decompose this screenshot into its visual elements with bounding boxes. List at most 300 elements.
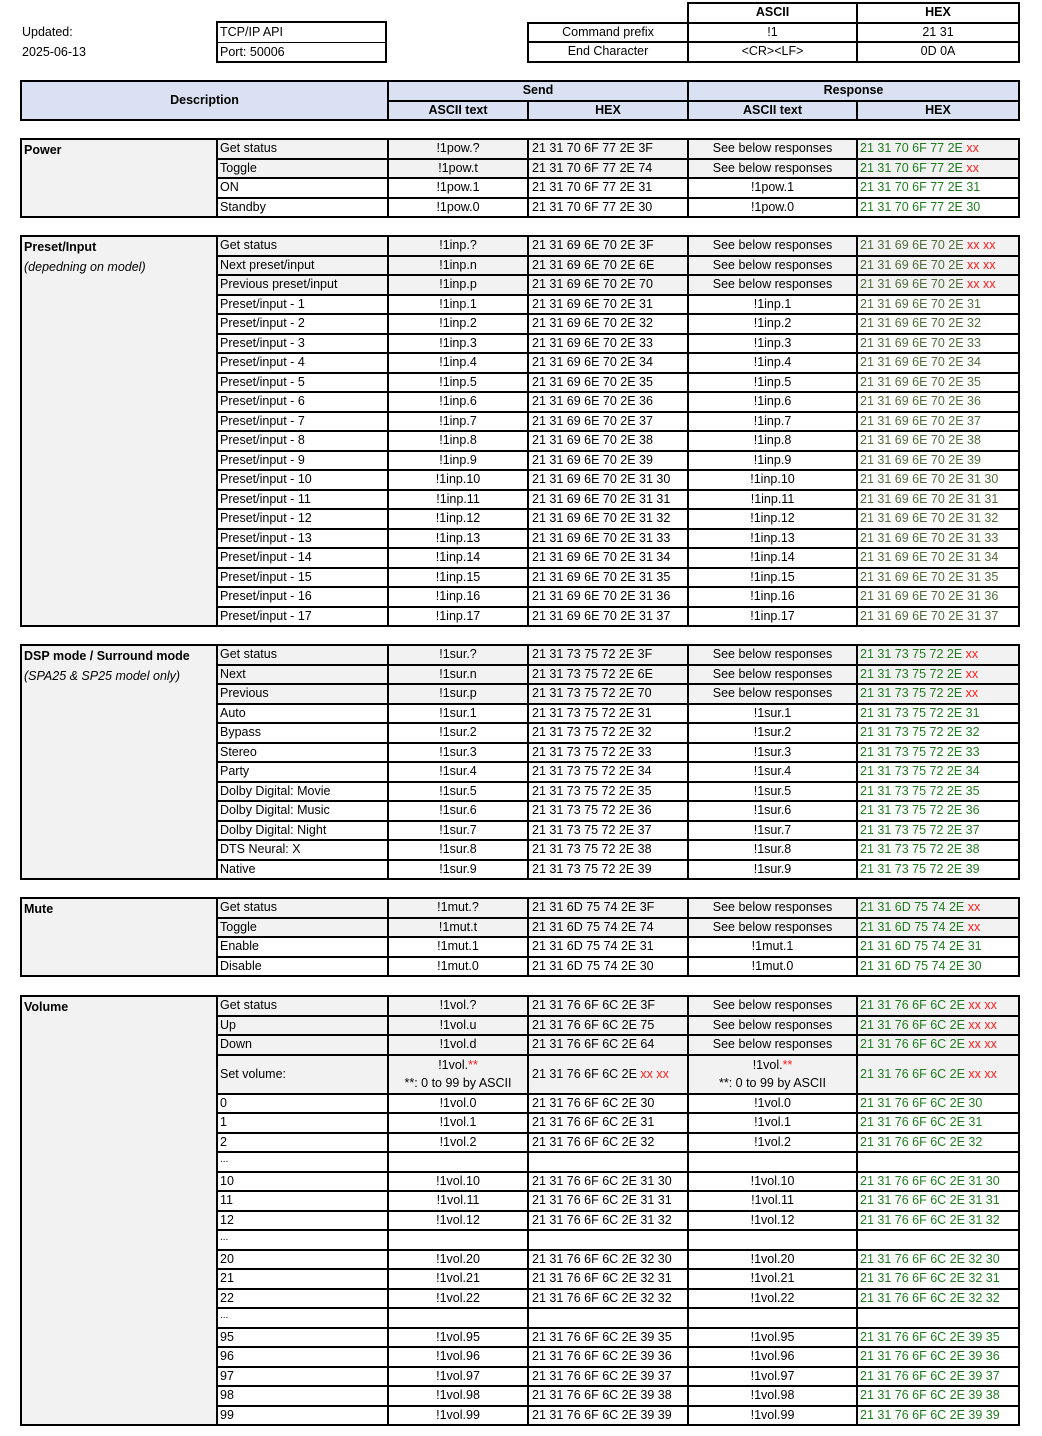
send-ascii: !1vol.22: [388, 1289, 528, 1309]
response-hex: [857, 996, 1019, 1016]
response-hex: 21 31 76 6F 6C 2E 32 32: [857, 1289, 1019, 1309]
response-ascii: !1inp.13: [688, 529, 857, 549]
send-ascii: !1sur.6: [388, 801, 528, 821]
response-hex: 21 31 69 6E 70 2E 31 30: [857, 470, 1019, 490]
send-hex: [528, 1230, 688, 1250]
header-resp-hex: HEX: [857, 101, 1019, 121]
response-ascii: See below responses: [688, 256, 857, 276]
response-ascii: !1vol.0: [688, 1094, 857, 1114]
response-ascii: !1vol.1: [688, 1113, 857, 1133]
send-hex: 21 31 73 75 72 2E 70: [528, 684, 688, 704]
send-hex: 21 31 73 75 72 2E 36: [528, 801, 688, 821]
resp-hex-var: xx xx: [967, 238, 996, 253]
prefix-table: [527, 2, 1020, 63]
command-description: 98: [217, 1386, 388, 1406]
send-ascii: !1inp.2: [388, 314, 528, 334]
send-hex: 21 31 76 6F 6C 2E 39 39: [528, 1406, 688, 1426]
response-ascii: !1vol.95: [688, 1328, 857, 1348]
response-ascii: !1mut.0: [688, 957, 857, 977]
response-ascii: See below responses: [688, 665, 857, 685]
table-row: [21, 236, 1019, 256]
send-hex: 21 31 6D 75 74 2E 31: [528, 937, 688, 957]
send-hex: 21 31 70 6F 77 2E 3F: [528, 139, 688, 159]
send-ascii: !1inp.3: [388, 334, 528, 354]
response-ascii: !1inp.6: [688, 392, 857, 412]
response-ascii: See below responses: [688, 1016, 857, 1036]
command-description: Preset/input - 10: [217, 470, 388, 490]
send-hex: 21 31 76 6F 6C 2E 31 32: [528, 1211, 688, 1231]
response-ascii: !1sur.3: [688, 743, 857, 763]
response-ascii: !1vol.12: [688, 1211, 857, 1231]
response-hex: 21 31 69 6E 70 2E 31 35: [857, 568, 1019, 588]
response-hex: 21 31 76 6F 6C 2E 31: [857, 1113, 1019, 1133]
response-hex: 21 31 69 6E 70 2E 35: [857, 373, 1019, 393]
response-hex: [857, 275, 1019, 295]
command-description: Auto: [217, 704, 388, 724]
response-hex: [857, 1035, 1019, 1055]
send-hex: 21 31 69 6E 70 2E 70: [528, 275, 688, 295]
response-hex: 21 31 69 6E 70 2E 38: [857, 431, 1019, 451]
response-ascii: !1inp.3: [688, 334, 857, 354]
send-hex: 21 31 76 6F 6C 2E 75: [528, 1016, 688, 1036]
send-ascii: !1sur.2: [388, 723, 528, 743]
send-ascii: !1vol.2: [388, 1133, 528, 1153]
resp-hex-var: xx: [965, 666, 979, 681]
api-type: TCP/IP API: [220, 25, 283, 39]
response-ascii: !1inp.7: [688, 412, 857, 432]
command-description: Preset/input - 3: [217, 334, 388, 354]
send-hex: 21 31 69 6E 70 2E 38: [528, 431, 688, 451]
send-hex: 21 31 76 6F 6C 2E 39 38: [528, 1386, 688, 1406]
resp-hex-var: xx xx: [968, 1067, 997, 1081]
resp-hex-text: 21 31 73 75 72 2E: [860, 686, 963, 701]
response-hex: [857, 1308, 1019, 1328]
send-ascii: !1inp.6: [388, 392, 528, 412]
resp-hex-var: xx xx: [968, 1037, 997, 1052]
command-description: [217, 1230, 388, 1250]
response-hex: [857, 1016, 1019, 1036]
resp-hex-var: xx xx: [968, 998, 997, 1013]
send-hex: 21 31 76 6F 6C 2E 32 30: [528, 1250, 688, 1270]
table-row: [21, 996, 1019, 1016]
response-hex: 21 31 73 75 72 2E 32: [857, 723, 1019, 743]
response-hex: 21 31 73 75 72 2E 34: [857, 762, 1019, 782]
response-hex: 21 31 73 75 72 2E 33: [857, 743, 1019, 763]
response-ascii: !1inp.1: [688, 295, 857, 315]
resp-hex-text: 21 31 73 75 72 2E: [860, 666, 963, 681]
command-description: Preset/input - 13: [217, 529, 388, 549]
command-description: Previous: [217, 684, 388, 704]
command-description: Stereo: [217, 743, 388, 763]
response-ascii: !1mut.1: [688, 937, 857, 957]
send-hex: 21 31 6D 75 74 2E 74: [528, 918, 688, 938]
response-ascii: !1inp.12: [688, 509, 857, 529]
send-ascii: !1inp.1: [388, 295, 528, 315]
header-send-ascii: ASCII text: [388, 101, 528, 121]
response-hex: 21 31 69 6E 70 2E 31 37: [857, 607, 1019, 627]
response-ascii: !1inp.10: [688, 470, 857, 490]
send-hex: 21 31 76 6F 6C 2E 39 35: [528, 1328, 688, 1348]
command-description: Previous preset/input: [217, 275, 388, 295]
response-ascii: [688, 1230, 857, 1250]
response-ascii: !1sur.9: [688, 860, 857, 880]
response-ascii: !1sur.4: [688, 762, 857, 782]
command-description: Preset/input - 9: [217, 451, 388, 471]
send-ascii: [388, 1230, 528, 1250]
command-description: 22: [217, 1289, 388, 1309]
send-hex: 21 31 69 6E 70 2E 36: [528, 392, 688, 412]
send-hex: 21 31 69 6E 70 2E 31 33: [528, 529, 688, 549]
response-ascii: !1inp.11: [688, 490, 857, 510]
send-hex: 21 31 70 6F 77 2E 30: [528, 198, 688, 218]
send-ascii: !1inp.n: [388, 256, 528, 276]
response-ascii: !1inp.17: [688, 607, 857, 627]
response-hex: [857, 236, 1019, 256]
response-ascii: See below responses: [688, 139, 857, 159]
response-hex: 21 31 73 75 72 2E 36: [857, 801, 1019, 821]
response-ascii: !1pow.1: [688, 178, 857, 198]
group-name: DSP mode / Surround mode: [24, 649, 190, 663]
response-ascii: See below responses: [688, 918, 857, 938]
send-ascii: !1sur.n: [388, 665, 528, 685]
send-ascii: !1sur.8: [388, 840, 528, 860]
response-hex: 21 31 6D 75 74 2E 31: [857, 937, 1019, 957]
send-ascii-var: **: [468, 1058, 478, 1072]
response-hex: [857, 159, 1019, 179]
send-ascii: !1sur.5: [388, 782, 528, 802]
send-ascii: !1vol.d: [388, 1035, 528, 1055]
response-hex: 21 31 76 6F 6C 2E 31 32: [857, 1211, 1019, 1231]
resp-hex-text: 21 31 73 75 72 2E: [860, 647, 963, 662]
header-send-hex: HEX: [528, 101, 688, 121]
resp-ascii-text: !1vol.: [752, 1058, 783, 1072]
response-ascii: !1vol.21: [688, 1269, 857, 1289]
group-name: Preset/Input: [24, 240, 97, 254]
send-ascii: !1inp.14: [388, 548, 528, 568]
response-hex: [857, 684, 1019, 704]
command-description: Party: [217, 762, 388, 782]
response-hex: 21 31 69 6E 70 2E 31: [857, 295, 1019, 315]
resp-hex-text: 21 31 6D 75 74 2E: [860, 919, 965, 934]
send-ascii: [388, 1055, 528, 1094]
resp-hex-text: 21 31 69 6E 70 2E: [860, 277, 964, 292]
send-ascii: !1vol.1: [388, 1113, 528, 1133]
response-ascii: !1vol.10: [688, 1172, 857, 1192]
command-description: Standby: [217, 198, 388, 218]
ellipsis: ...: [220, 1310, 229, 1322]
prefix-label: End Character: [528, 42, 688, 62]
command-description: 0: [217, 1094, 388, 1114]
send-hex: 21 31 73 75 72 2E 34: [528, 762, 688, 782]
resp-hex-text: 21 31 70 6F 77 2E: [860, 141, 963, 156]
response-hex: 21 31 73 75 72 2E 31: [857, 704, 1019, 724]
response-ascii: !1sur.1: [688, 704, 857, 724]
section-preset-input: [20, 235, 1020, 627]
response-hex: 21 31 76 6F 6C 2E 32 30: [857, 1250, 1019, 1270]
resp-ascii-note: **: 0 to 99 by ASCII: [718, 1076, 826, 1090]
group-name: Volume: [24, 1000, 69, 1014]
response-ascii: !1vol.22: [688, 1289, 857, 1309]
response-hex: [857, 1055, 1019, 1094]
command-description: Up: [217, 1016, 388, 1036]
response-hex: 21 31 73 75 72 2E 38: [857, 840, 1019, 860]
send-hex: 21 31 69 6E 70 2E 31 36: [528, 587, 688, 607]
send-hex: [528, 1308, 688, 1328]
send-hex: 21 31 69 6E 70 2E 31 34: [528, 548, 688, 568]
response-hex: 21 31 69 6E 70 2E 31 32: [857, 509, 1019, 529]
table-row: [21, 645, 1019, 665]
send-ascii-note: **: 0 to 99 by ASCII: [404, 1076, 512, 1090]
send-ascii: !1mut.?: [388, 898, 528, 918]
send-hex: 21 31 6D 75 74 2E 3F: [528, 898, 688, 918]
response-hex: 21 31 69 6E 70 2E 39: [857, 451, 1019, 471]
response-ascii: !1pow.0: [688, 198, 857, 218]
command-description: Enable: [217, 937, 388, 957]
section-volume: [20, 995, 1020, 1426]
send-hex: 21 31 69 6E 70 2E 33: [528, 334, 688, 354]
send-ascii: !1inp.15: [388, 568, 528, 588]
response-hex: 21 31 76 6F 6C 2E 39 38: [857, 1386, 1019, 1406]
command-description: Native: [217, 860, 388, 880]
send-ascii: !1inp.5: [388, 373, 528, 393]
send-ascii: !1vol.96: [388, 1347, 528, 1367]
send-hex: 21 31 69 6E 70 2E 31 30: [528, 470, 688, 490]
send-hex: 21 31 69 6E 70 2E 31: [528, 295, 688, 315]
send-hex: 21 31 76 6F 6C 2E 32 32: [528, 1289, 688, 1309]
send-hex: 21 31 69 6E 70 2E 31 37: [528, 607, 688, 627]
send-hex: 21 31 76 6F 6C 2E 39 36: [528, 1347, 688, 1367]
send-hex: [528, 1152, 688, 1172]
command-description: 99: [217, 1406, 388, 1426]
response-hex: 21 31 73 75 72 2E 37: [857, 821, 1019, 841]
command-description: Preset/input - 8: [217, 431, 388, 451]
response-hex: 21 31 76 6F 6C 2E 31 31: [857, 1191, 1019, 1211]
command-description: Down: [217, 1035, 388, 1055]
send-hex: 21 31 73 75 72 2E 3F: [528, 645, 688, 665]
response-ascii: See below responses: [688, 645, 857, 665]
send-ascii: !1pow.1: [388, 178, 528, 198]
send-ascii: !1sur.9: [388, 860, 528, 880]
command-description: [217, 1152, 388, 1172]
response-ascii: !1vol.96: [688, 1347, 857, 1367]
response-hex: 21 31 76 6F 6C 2E 39 39: [857, 1406, 1019, 1426]
send-ascii: !1sur.4: [388, 762, 528, 782]
response-ascii: See below responses: [688, 684, 857, 704]
send-hex: 21 31 69 6E 70 2E 39: [528, 451, 688, 471]
response-hex: 21 31 76 6F 6C 2E 39 37: [857, 1367, 1019, 1387]
api-info-box: [216, 21, 387, 63]
response-ascii: !1inp.4: [688, 353, 857, 373]
send-ascii: !1inp.10: [388, 470, 528, 490]
header-response: Response: [688, 81, 1019, 101]
response-hex: 21 31 69 6E 70 2E 36: [857, 392, 1019, 412]
group-label-cell: [21, 996, 217, 1425]
response-hex: 21 31 73 75 72 2E 35: [857, 782, 1019, 802]
response-hex: 21 31 69 6E 70 2E 37: [857, 412, 1019, 432]
command-description: Next preset/input: [217, 256, 388, 276]
api-port: Port: 50006: [218, 42, 385, 61]
response-hex: 21 31 69 6E 70 2E 31 34: [857, 548, 1019, 568]
command-description: 12: [217, 1211, 388, 1231]
header-resp-ascii: ASCII text: [688, 101, 857, 121]
send-hex: 21 31 73 75 72 2E 6E: [528, 665, 688, 685]
send-ascii: !1vol.98: [388, 1386, 528, 1406]
send-ascii: !1vol.20: [388, 1250, 528, 1270]
command-description: Get status: [217, 645, 388, 665]
prefix-header-hex: HEX: [857, 3, 1019, 23]
resp-ascii-var: **: [782, 1058, 793, 1072]
send-hex: 21 31 73 75 72 2E 31: [528, 704, 688, 724]
response-hex: [857, 1152, 1019, 1172]
response-ascii: !1vol.97: [688, 1367, 857, 1387]
resp-hex-text: 21 31 69 6E 70 2E: [860, 257, 964, 272]
send-hex: 21 31 69 6E 70 2E 35: [528, 373, 688, 393]
send-ascii: !1mut.t: [388, 918, 528, 938]
command-description: Preset/input - 4: [217, 353, 388, 373]
command-description: Preset/input - 14: [217, 548, 388, 568]
send-hex: 21 31 6D 75 74 2E 30: [528, 957, 688, 977]
resp-hex-text: 21 31 76 6F 6C 2E: [860, 1037, 965, 1052]
command-description: [217, 1308, 388, 1328]
response-ascii: See below responses: [688, 1035, 857, 1055]
response-ascii: !1inp.16: [688, 587, 857, 607]
send-ascii: !1vol.97: [388, 1367, 528, 1387]
send-hex: 21 31 73 75 72 2E 32: [528, 723, 688, 743]
response-ascii: !1sur.7: [688, 821, 857, 841]
command-description: Preset/input - 11: [217, 490, 388, 510]
prefix-header-blank: [528, 3, 688, 23]
resp-hex-var: xx xx: [967, 277, 996, 292]
send-ascii: !1inp.9: [388, 451, 528, 471]
send-hex: 21 31 69 6E 70 2E 32: [528, 314, 688, 334]
send-hex: 21 31 69 6E 70 2E 34: [528, 353, 688, 373]
command-description: Get status: [217, 898, 388, 918]
command-description: Preset/input - 15: [217, 568, 388, 588]
updated-info: [22, 22, 86, 62]
response-ascii: !1inp.5: [688, 373, 857, 393]
response-ascii: !1vol.98: [688, 1386, 857, 1406]
resp-hex-var: xx: [965, 647, 979, 662]
prefix-row: [528, 23, 1019, 43]
send-ascii: !1sur.p: [388, 684, 528, 704]
prefix-hex: 0D 0A: [857, 42, 1019, 62]
command-description: 95: [217, 1328, 388, 1348]
send-ascii-text: !1vol.: [438, 1058, 469, 1072]
send-hex: 21 31 76 6F 6C 2E 30: [528, 1094, 688, 1114]
send-hex: 21 31 69 6E 70 2E 31 31: [528, 490, 688, 510]
response-ascii: !1inp.14: [688, 548, 857, 568]
header-send: Send: [388, 81, 688, 101]
response-ascii: [688, 1152, 857, 1172]
response-hex: [857, 256, 1019, 276]
response-hex: [857, 139, 1019, 159]
send-ascii: !1inp.16: [388, 587, 528, 607]
response-hex: [857, 918, 1019, 938]
ellipsis: ...: [220, 1154, 229, 1166]
response-hex: 21 31 76 6F 6C 2E 31 30: [857, 1172, 1019, 1192]
command-description: Preset/input - 17: [217, 607, 388, 627]
send-hex: [528, 1055, 688, 1094]
response-ascii: [688, 1055, 857, 1094]
table-row: [21, 898, 1019, 918]
group-note: (depedning on model): [24, 260, 146, 274]
send-ascii: !1pow.t: [388, 159, 528, 179]
send-hex: 21 31 76 6F 6C 2E 32: [528, 1133, 688, 1153]
resp-hex-text: 21 31 76 6F 6C 2E: [860, 1017, 965, 1032]
send-ascii: !1sur.?: [388, 645, 528, 665]
send-ascii: !1inp.7: [388, 412, 528, 432]
resp-hex-text: 21 31 76 6F 6C 2E: [860, 1067, 965, 1081]
response-ascii: !1inp.9: [688, 451, 857, 471]
response-hex: 21 31 70 6F 77 2E 31: [857, 178, 1019, 198]
response-ascii: !1inp.2: [688, 314, 857, 334]
send-hex: 21 31 73 75 72 2E 37: [528, 821, 688, 841]
command-description: 97: [217, 1367, 388, 1387]
command-description: 20: [217, 1250, 388, 1270]
send-ascii: !1inp.12: [388, 509, 528, 529]
resp-hex-var: xx: [967, 900, 981, 915]
group-label-cell: [21, 139, 217, 217]
command-description: 2: [217, 1133, 388, 1153]
command-description: Dolby Digital: Night: [217, 821, 388, 841]
response-ascii: !1vol.11: [688, 1191, 857, 1211]
send-hex: 21 31 70 6F 77 2E 74: [528, 159, 688, 179]
group-label-cell: [21, 898, 217, 976]
send-hex-var: xx xx: [640, 1067, 669, 1081]
response-ascii: !1sur.6: [688, 801, 857, 821]
prefix-label: Command prefix: [528, 23, 688, 43]
command-description: Toggle: [217, 918, 388, 938]
resp-hex-var: xx: [967, 919, 981, 934]
command-description: Preset/input - 6: [217, 392, 388, 412]
send-ascii: !1vol.11: [388, 1191, 528, 1211]
command-description: Preset/input - 1: [217, 295, 388, 315]
response-hex: 21 31 6D 75 74 2E 30: [857, 957, 1019, 977]
resp-hex-var: xx xx: [968, 1017, 997, 1032]
send-ascii: [388, 1152, 528, 1172]
group-label-cell: [21, 236, 217, 626]
response-hex: [857, 1230, 1019, 1250]
updated-date: 2025-06-13: [22, 45, 86, 59]
send-ascii: !1vol.95: [388, 1328, 528, 1348]
send-ascii: !1inp.?: [388, 236, 528, 256]
group-note: (SPA25 & SP25 model only): [24, 669, 181, 683]
send-hex: 21 31 69 6E 70 2E 37: [528, 412, 688, 432]
send-hex: 21 31 73 75 72 2E 38: [528, 840, 688, 860]
send-hex: 21 31 76 6F 6C 2E 31: [528, 1113, 688, 1133]
send-ascii: [388, 1308, 528, 1328]
send-ascii: !1vol.99: [388, 1406, 528, 1426]
send-ascii: !1sur.7: [388, 821, 528, 841]
ellipsis: ...: [220, 1232, 229, 1244]
send-hex: 21 31 76 6F 6C 2E 64: [528, 1035, 688, 1055]
response-hex: 21 31 73 75 72 2E 39: [857, 860, 1019, 880]
resp-hex-text: 21 31 76 6F 6C 2E: [860, 998, 965, 1013]
section-power: [20, 138, 1020, 218]
send-ascii: !1sur.3: [388, 743, 528, 763]
response-ascii: !1sur.5: [688, 782, 857, 802]
send-ascii: !1inp.13: [388, 529, 528, 549]
header-description: Description: [21, 81, 388, 120]
send-hex: 21 31 76 6F 6C 2E 39 37: [528, 1367, 688, 1387]
response-hex: [857, 665, 1019, 685]
response-hex: 21 31 69 6E 70 2E 31 36: [857, 587, 1019, 607]
response-hex: 21 31 76 6F 6C 2E 32: [857, 1133, 1019, 1153]
send-ascii: !1vol.21: [388, 1269, 528, 1289]
resp-hex-var: xx xx: [967, 257, 996, 272]
command-description: ON: [217, 178, 388, 198]
send-hex: 21 31 69 6E 70 2E 31 35: [528, 568, 688, 588]
